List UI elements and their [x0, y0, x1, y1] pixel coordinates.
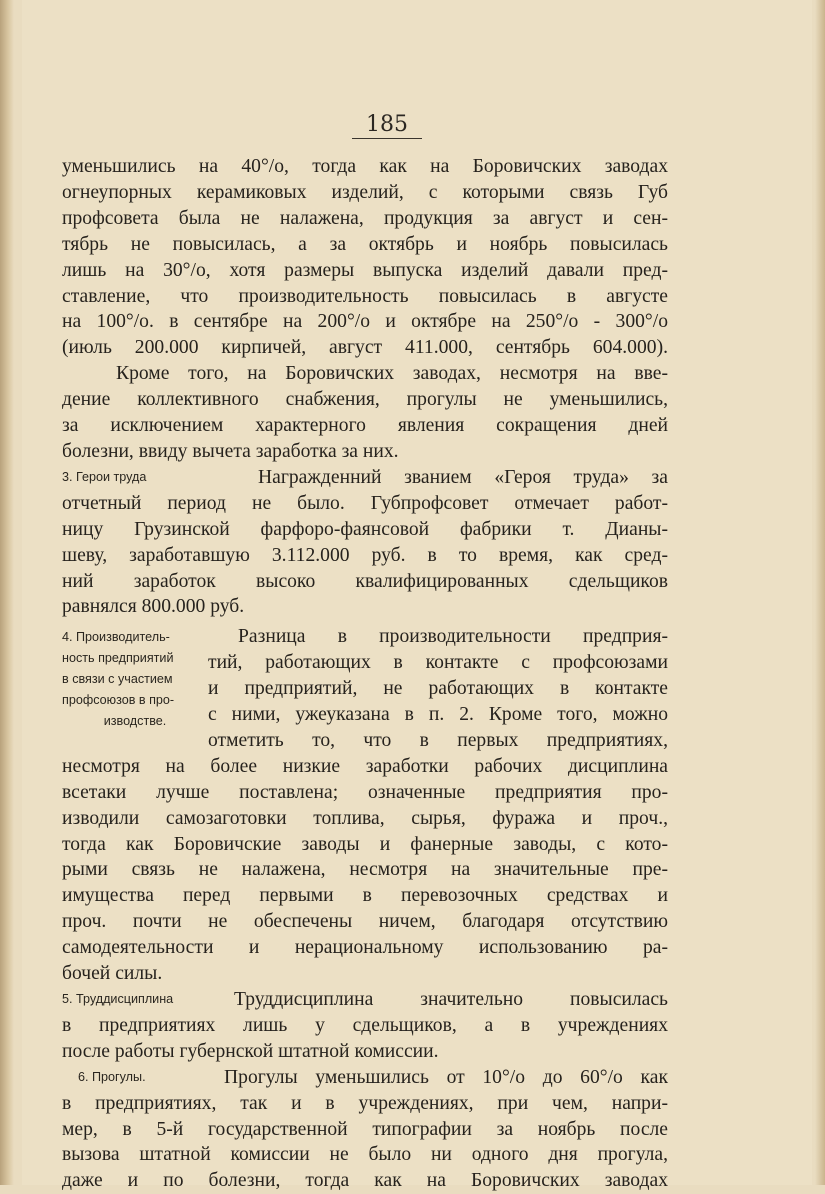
text-line: за исключением характерного явления сокращения дней [62, 415, 668, 437]
text-line: тий, работающих в контакте с профсоюзами [208, 652, 668, 674]
text-line: отчетный период не было. Губпрофсовет отмечает работ- [62, 492, 668, 514]
text-line: Кроме того, на Боровичских заводах, несмотря на вве- [116, 363, 668, 385]
text-line: с ними, ужеуказана в п. 2. Кроме того, можно [208, 704, 668, 726]
text-line: даже и по болезни, тогда как на Боровичских заводах [62, 1170, 668, 1192]
text-line: дение коллективного снабжения, прогулы не уменьшились, [62, 389, 668, 411]
text-line: Прогулы уменьшились от 10°/o до 60°/o как [224, 1066, 668, 1088]
text-line: рыми связь не налажена, несмотря на значительные пре- [62, 859, 668, 881]
text-line: Разница в производительности предприя- [238, 626, 668, 648]
text-line: после работы губернской штатной комиссии. [62, 1040, 439, 1062]
section-label [62, 624, 208, 732]
scan-right-edge [815, 0, 825, 1185]
text-line: в предприятиях лишь у сдельщиков, а в учреждениях [62, 1014, 668, 1036]
text-line: мер, в 5-й государственной типографии за ноябрь после [62, 1118, 668, 1140]
text-line: в предприятиях, так и в учреждениях, при чем, напри- [62, 1092, 668, 1114]
text-line: Награжденний званием «Героя труда» за [258, 466, 668, 488]
text-line: тябрь не повысилась, а за октябрь и ноябрь повысилась [62, 233, 668, 255]
text-line: проч. почти не обеспечены ничем, благодаря отсутствию [62, 911, 668, 933]
paragraph-2 [62, 361, 668, 465]
text-line: отметить то, что в первых предприятиях, [208, 729, 668, 751]
text-line: тогда как Боровичские заводы и фанерные заводы, с кото- [62, 833, 668, 855]
text-line: на 100°/o. в сентябре на 200°/o и октябре на 250°/o - 300°/o [62, 311, 668, 333]
text-line: всетаки лучше поставлена; означенные предприятия про- [62, 781, 668, 803]
section-label-line: 4. Производитель- [62, 630, 170, 645]
text-line: болезни, ввиду вычета заработка за них. [62, 440, 399, 462]
section-label: 5. Труддисциплина [62, 992, 174, 1006]
section-label: 6. Прогулы. [78, 1069, 146, 1084]
text-line: Труддисциплина значительно повысилась [234, 989, 668, 1010]
text-line: несмотря на более низкие заработки рабочих дисциплина [62, 755, 668, 777]
text-line: (июль 200.000 кирпичей, август 411.000, сентябрь 604.000). [62, 337, 668, 359]
section-label-line: изводстве. [103, 714, 167, 729]
text-line: уменьшились на 40°/o, тогда как на Боровичских заводах [62, 156, 668, 177]
scan-left-edge [0, 0, 14, 1185]
text-line: имущества перед первыми в перевозочных средствах и [62, 885, 668, 907]
page-number: 185 [352, 112, 422, 139]
section-label-line: профсоюзов в про- [62, 693, 175, 708]
text-line: ницу Грузинской фарфоро-фаянсовой фабрики т. Дианы- [62, 518, 668, 540]
paragraph-1 [62, 154, 668, 361]
section-productivity [62, 624, 668, 987]
section-label-line: в связи с участием [62, 672, 173, 687]
section-label-line: ность предприятий [62, 651, 174, 666]
section-heroes-of-labor [62, 465, 668, 620]
text-line: ний заработок высоко квалифицированных сдельщиков [62, 570, 668, 592]
section-label: 3. Герои труда [62, 469, 147, 484]
text-line: изводили самозаготовки топлива, сырья, фуража и проч., [62, 807, 668, 829]
page-body [62, 154, 668, 1194]
text-line: самодеятельности и нерациональному использованию ра- [62, 937, 668, 959]
text-line: равнялся 800.000 руб. [62, 596, 245, 618]
section-absences [62, 1065, 668, 1194]
text-line: ставление, что производительность повысилась в августе [62, 285, 668, 307]
text-line: шеву, заработавшую 3.112.000 руб. в то время, как сред- [62, 544, 668, 566]
section-labor-discipline [62, 987, 668, 1065]
text-line: огнеупорных керамиковых изделий, с которыми связь Губ [62, 181, 668, 203]
text-line: и предприятий, не работающих в контакте [208, 678, 668, 700]
text-line: бочей силы. [62, 963, 163, 985]
text-line: профсовета была не налажена, продукция за август и сен- [62, 207, 668, 229]
text-line: вызова штатной комиссии не было ни одного дня прогула, [62, 1144, 668, 1166]
text-line: лишь на 30°/o, хотя размеры выпуска изделий давали пред- [62, 259, 668, 281]
